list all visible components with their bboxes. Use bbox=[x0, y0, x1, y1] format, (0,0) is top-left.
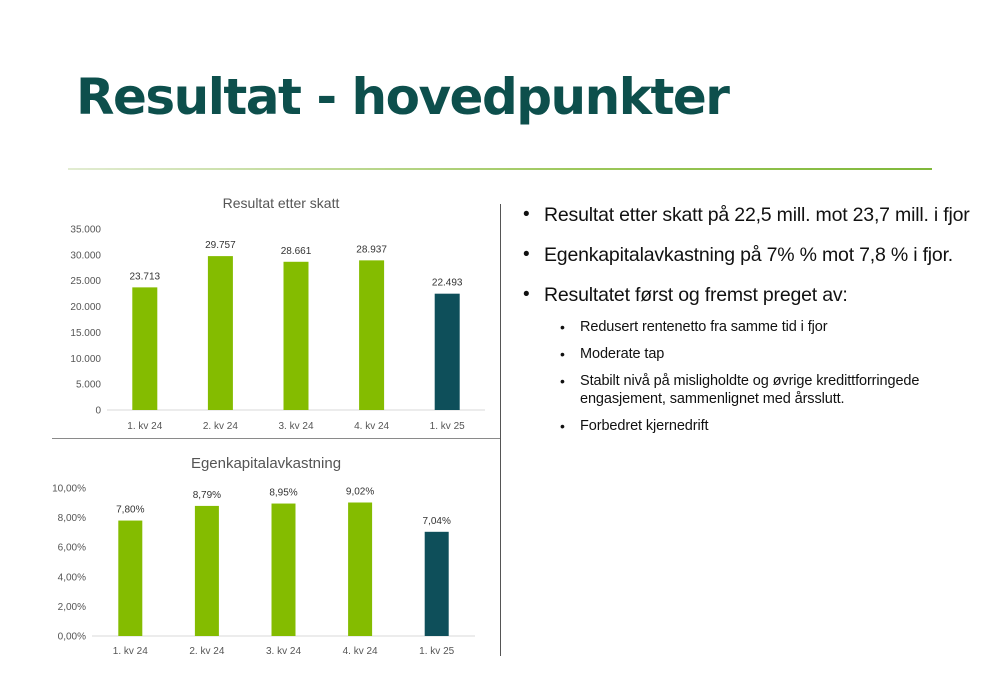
page-title: Resultat - hovedpunkter bbox=[76, 68, 729, 126]
return-on-equity-chart bbox=[45, 448, 495, 663]
data-label: 23.713 bbox=[129, 271, 161, 283]
y-tick-label: 2,00% bbox=[57, 601, 86, 613]
profit-after-tax-chart bbox=[55, 188, 495, 438]
x-tick-label: 3. kv 24 bbox=[278, 421, 314, 432]
x-tick-label: 4. kv 24 bbox=[354, 421, 390, 432]
data-label: 8,79% bbox=[192, 489, 222, 501]
data-label: 7,80% bbox=[116, 504, 145, 516]
y-tick-label: 5.000 bbox=[75, 379, 101, 391]
title-divider bbox=[68, 168, 932, 170]
data-label: 29.757 bbox=[205, 240, 236, 252]
bar bbox=[118, 521, 142, 636]
data-label: 28.661 bbox=[280, 245, 312, 257]
bullet-text: Egenkapitalavkastning på 7% % mot 7,8 % i fjor. bbox=[544, 244, 954, 266]
key-points-list bbox=[520, 204, 990, 453]
chart-divider bbox=[52, 438, 500, 439]
x-tick-label: 3. kv 24 bbox=[265, 646, 302, 657]
data-label: 22.493 bbox=[431, 277, 463, 289]
y-tick-label: 0,00% bbox=[57, 631, 86, 643]
x-tick-label: 1. kv 24 bbox=[112, 646, 148, 657]
bullet-text: Resultatet først og fremst preget av: bbox=[544, 284, 848, 306]
sub-bullet: • Stabilt nivå på misligholdte og øvrige kredittforringede engasjement, sammenlignet med årsslutt. bbox=[544, 372, 990, 408]
bar bbox=[208, 256, 233, 410]
y-tick-label: 6,00% bbox=[57, 542, 86, 554]
bar bbox=[284, 262, 309, 410]
chart-title: Egenkapitalavkastning bbox=[190, 455, 342, 472]
bullet-text: Resultat etter skatt på 22,5 mill. mot 23,7 mill. i fjor bbox=[544, 204, 970, 226]
bullet-profit bbox=[520, 204, 990, 226]
y-tick-label: 10,00% bbox=[52, 483, 86, 495]
bar bbox=[359, 260, 384, 410]
bullet-roe bbox=[520, 244, 990, 266]
sub-bullet: • Forbedret kjernedrift bbox=[544, 417, 990, 435]
x-tick-label: 2. kv 24 bbox=[202, 421, 238, 432]
x-tick-label: 4. kv 24 bbox=[342, 646, 378, 657]
y-tick-label: 0 bbox=[95, 405, 101, 417]
bar bbox=[435, 294, 460, 410]
x-tick-label: 2. kv 24 bbox=[189, 646, 225, 657]
bar bbox=[195, 506, 219, 636]
vertical-divider bbox=[500, 204, 501, 656]
y-tick-label: 8,00% bbox=[57, 513, 86, 525]
sub-bullet: • Redusert rentenetto fra samme tid i fjor bbox=[544, 318, 990, 336]
y-tick-label: 30.000 bbox=[70, 250, 101, 262]
bar bbox=[132, 287, 157, 410]
y-tick-label: 10.000 bbox=[70, 353, 101, 365]
y-tick-label: 35.000 bbox=[70, 224, 101, 236]
bar bbox=[272, 504, 296, 636]
x-tick-label: 1. kv 24 bbox=[127, 421, 163, 432]
y-tick-label: 4,00% bbox=[57, 572, 86, 584]
sub-bullet-list bbox=[544, 318, 990, 435]
data-label: 7,04% bbox=[422, 515, 451, 527]
bar bbox=[425, 532, 449, 636]
x-tick-label: 1. kv 25 bbox=[429, 421, 465, 432]
x-tick-label: 1. kv 25 bbox=[419, 646, 455, 657]
y-tick-label: 25.000 bbox=[70, 276, 101, 288]
y-tick-label: 15.000 bbox=[70, 327, 101, 339]
y-tick-label: 20.000 bbox=[70, 302, 101, 314]
chart-title: Resultat etter skatt bbox=[222, 195, 340, 211]
data-label: 8,95% bbox=[269, 487, 298, 499]
bullet-drivers bbox=[520, 284, 990, 435]
bar bbox=[348, 503, 372, 636]
sub-bullet: • Moderate tap bbox=[544, 345, 990, 363]
data-label: 9,02% bbox=[345, 486, 375, 498]
data-label: 28.937 bbox=[356, 244, 387, 256]
